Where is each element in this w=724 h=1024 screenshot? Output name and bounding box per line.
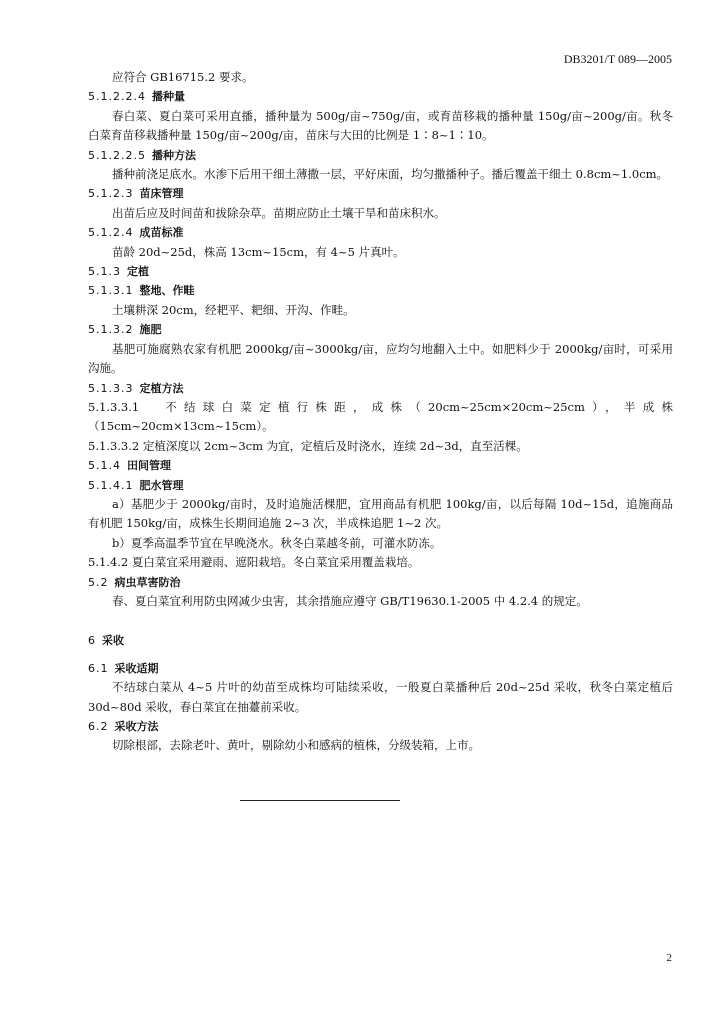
end-rule (240, 800, 400, 801)
clause-heading (88, 262, 673, 281)
paragraph: 应符合 GB16715.2 要求。 (112, 70, 254, 84)
clause-heading (88, 320, 673, 339)
clause-number: 5.1.4 (88, 459, 121, 473)
clause-number: 5.1.2.2.5 (88, 148, 146, 162)
clause-number: 6 (88, 634, 96, 648)
clause-number: 5.1.3.3 (88, 381, 134, 395)
clause-heading (88, 281, 673, 300)
clause-number: 5.1.2.4 (88, 226, 134, 240)
clause-title: 播种量 (151, 90, 185, 104)
clause-number: 5.1.4.1 (88, 478, 134, 492)
clause-title: 定植 (127, 265, 149, 279)
clause-number: 6.1 (88, 661, 109, 675)
clause-heading (88, 379, 673, 398)
clause-heading (88, 659, 673, 678)
clause-heading (88, 223, 673, 242)
paragraph: 切除根部，去除老叶、黄叶，剔除幼小和感病的植株，分级装箱，上市。 (112, 738, 480, 753)
clause-heading (88, 87, 673, 106)
clause-heading (88, 717, 673, 736)
document-body (88, 68, 673, 756)
paragraph: 基肥可施腐熟农家有机肥 2000kg/亩~3000kg/亩，应均匀地翻入土中。如肥料少于 2000kg/亩时，可采用沟施。 (88, 341, 673, 376)
clause-number: 5.1.2.3 (88, 187, 134, 201)
clause-number: 5.1.3 (88, 265, 121, 279)
clause-title: 采收 (102, 634, 124, 648)
clause-line: 5.1.4.2 夏白菜宜采用避雨、遮阳栽培。冬白菜宜采用覆盖栽培。 (88, 555, 420, 570)
clause-number: 5.2 (88, 575, 109, 589)
paragraph: 春、夏白菜宜利用防虫网减少虫害，其余措施应遵守 GB/T19630.1-2005 中 4.2.4 的规定。 (112, 593, 588, 608)
clause-title: 整地、作畦 (139, 284, 195, 298)
paragraph: 春白菜、夏白菜可采用直播，播种量为 500g/亩~750g/亩，或育苗移栽的播种量 150g/亩~200g/亩。秋冬白菜育苗移栽播种量 150g/亩~200g/亩，苗床与大田的比例是 1∶8~1∶10。 (88, 108, 673, 143)
clause-heading (88, 184, 673, 203)
paragraph: 播种前浇足底水。水渗下后用干细土薄撒一层，平好床面，均匀撒播种子。播后覆盖干细土 0.8cm~1.0cm。 (112, 167, 669, 182)
page-number: 2 (666, 952, 672, 964)
clause-number: 5.1.3.1 (88, 284, 134, 298)
document-code: DB3201/T 089—2005 (563, 52, 672, 66)
clause-title: 施肥 (139, 323, 162, 337)
paragraph: 土壤耕深 20cm，经耙平、耙细、开沟、作畦。 (112, 302, 355, 317)
clause-number: 5.1.2.2.4 (88, 90, 146, 104)
paragraph: 苗龄 20d~25d，株高 13cm~15cm，有 4~5 片真叶。 (112, 244, 405, 259)
clause-title: 播种方法 (151, 148, 196, 162)
clause-heading (88, 146, 673, 165)
clause-title: 采收方法 (114, 720, 159, 733)
clause-line: 5.1.3.3.2 定植深度以 2cm~3cm 为宜，定植后及时浇水，连续 2d~3d，直至活棵。 (88, 438, 528, 453)
clause-heading (88, 573, 673, 592)
clause-title: 苗床管理 (139, 187, 184, 201)
clause-number: 6.2 (88, 720, 109, 733)
section-heading (88, 631, 673, 650)
clause-line: 5.1.3.3.1 不结球白菜定植行株距，成株（20cm~25cm×20cm~25cm），半成株 (88, 399, 673, 414)
paragraph: b）夏季高温季节宜在早晚浇水。秋冬白菜越冬前，可灌水防冻。 (112, 535, 442, 550)
clause-heading (88, 456, 673, 475)
clause-title: 病虫草害防治 (114, 575, 181, 589)
clause-line: （15cm~20cm×13cm~15cm）。 (88, 419, 274, 434)
clause-title: 肥水管理 (139, 478, 184, 492)
paragraph: 不结球白菜从 4~5 片叶的幼苗至成株均可陆续采收，一般夏白菜播种后 20d~25d 采收，秋冬白菜定植后 30d~80d 采收，春白菜宜在抽薹前采收。 (88, 680, 673, 714)
clause-title: 采收适期 (114, 661, 159, 675)
clause-number: 5.1.3.2 (88, 323, 134, 337)
paragraph: 出苗后应及时间苗和拔除杂草。苗期应防止土壤干旱和苗床积水。 (112, 205, 446, 220)
paragraph: a）基肥少于 2000kg/亩时，及时追施活棵肥，宜用商品有机肥 100kg/亩，以后每隔 10d~15d，追施商品有机肥 150kg/亩，成株生长期间追施 2~3 次，半成株追肥 1~2 次。 (88, 496, 673, 531)
clause-title: 田间管理 (127, 459, 171, 473)
clause-heading (88, 476, 673, 495)
clause-title: 成苗标准 (139, 226, 184, 240)
clause-title: 定植方法 (139, 381, 184, 395)
